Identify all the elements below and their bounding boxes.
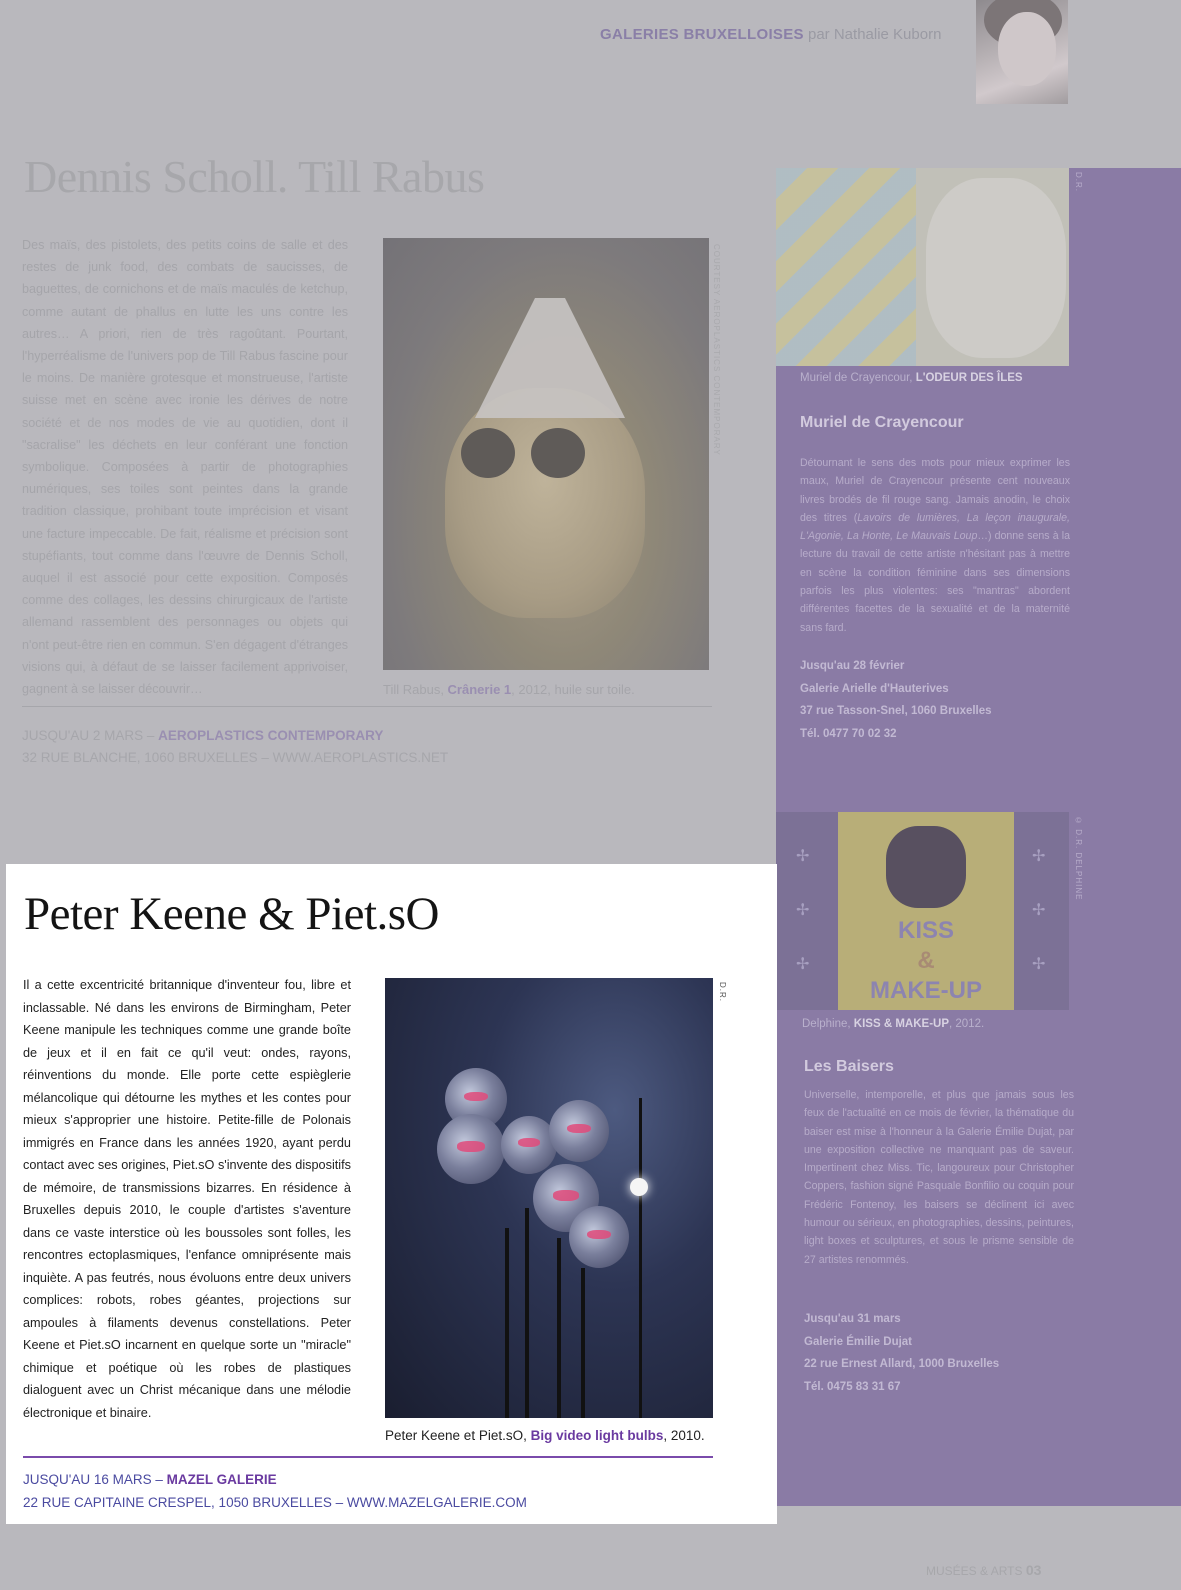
item1-venue: Galerie Arielle d'Hauterives (800, 682, 949, 695)
highlighted-article (6, 864, 777, 1524)
lamp-stem (557, 1238, 561, 1418)
caption-artist: Delphine, (802, 1018, 854, 1030)
sidebar-item2-image (776, 812, 1069, 1010)
article2-photo (385, 978, 713, 1418)
sidebar-item2-title: Les Baisers (804, 1058, 894, 1075)
fleur-de-lis-icon: ✢ (1032, 956, 1046, 973)
sidebar-item2-credit: © D.R. DELPHINE (1074, 816, 1083, 901)
sidebar-item1-info (800, 655, 992, 745)
image-flower-pattern (776, 168, 916, 366)
light-point (630, 1178, 648, 1196)
bulb-projection (464, 1092, 489, 1102)
article1-address-link[interactable]: 32 RUE BLANCHE, 1060 BRUXELLES – WWW.AEROPLASTICS.NET (22, 750, 449, 765)
page-header (600, 26, 960, 43)
photo-eye-right (531, 428, 585, 478)
article2-divider (23, 1456, 713, 1458)
item2-address: 22 rue Ernest Allard, 1000 Bruxelles (804, 1358, 1000, 1370)
item1-dates: Jusqu'au 28 février (800, 660, 905, 672)
sidebar-item1-body (800, 454, 1070, 637)
article1-caption (383, 682, 635, 697)
body-text-start: Détournant le sens des mots pour mieux exprimer les maux, Muriel de Crayencour présente cent nouveaux livres brodés de fil rouge sang. Jamais anodin, le choix des titres ( (800, 457, 1070, 524)
caption-artist: Till Rabus, (383, 682, 448, 697)
author-portrait (976, 0, 1068, 104)
page-footer (926, 1562, 1041, 1578)
bulb-projection (457, 1141, 484, 1152)
sidebar-item1-credit: D.R. (1074, 172, 1083, 192)
photo-skull (445, 388, 645, 618)
body-work-titles: Lavoirs de lumières, La leçon inaugurale, L'Agonie, La Honte, Le Mauvais Loup (800, 511, 1071, 543)
caption-artist: Peter Keene et Piet.sO, (385, 1428, 531, 1443)
item2-dates: Jusqu'au 31 mars (804, 1313, 901, 1325)
article1-photo-credit: COURTESY AEROPLASTICS CONTEMPORARY (712, 244, 721, 456)
article1-divider (22, 706, 712, 707)
article2-dates: JUSQU'AU 16 MARS – (23, 1472, 167, 1487)
footer-section-label: MUSÉES & ARTS (926, 1564, 1023, 1578)
fleur-de-lis-icon: ✢ (1032, 902, 1046, 919)
image-text-amp: & (917, 947, 935, 974)
body-text-end: …) donne sens à la lecture du travail de cette artiste n'hésitant pas à mettre en scène la condition féminine dans ses dimensions parfois les plus violentes: ses "mantras" abordent différentes facettes de la sexualité et de la maternité sans fard. (800, 530, 1070, 634)
sidebar-item1-image (776, 168, 1069, 366)
photo-eye-left (461, 428, 515, 478)
portrait-face (998, 12, 1056, 86)
fleur-de-lis-icon: ✢ (796, 902, 810, 919)
article1-venue: AEROPLASTICS CONTEMPORARY (158, 728, 384, 743)
article2-address-link[interactable]: 22 RUE CAPITAINE CRESPEL, 1050 BRUXELLES – WWW.MAZELGALERIE.COM (23, 1495, 527, 1510)
item1-address: 37 rue Tasson-Snel, 1060 Bruxelles (800, 705, 992, 717)
article2-body: Il a cette excentricité britannique d'inventeur fou, libre et inclassable. Né dans les environs de Birmingham, Peter Keene manipule les techniques comme une grande boîte de jeux et il en fait ce qu'il veut: ondes, rayons, réinventions du monde. Elle porte cette espièglerie mélancolique qui détourne les mythes et les contes pour mieux s'approprier une histoire. Petite-fille de Polonais immigrés en France dans les années 1920, ayant perdu contact avec ses origines, Piet.sO s'invente des dispositifs de mémoire, de transmissions bizarres. En résidence à Bruxelles depuis 2010, le couple d'artistes s'aventure dans ce vaste interstice où les boussoles sont folles, les rencontres ectoplasmiques, l'enfance omniprésente mais inquiète. A pas feutrés, nous évoluons entre deux univers complices: robots, robes géantes, projections sur ampoules à filaments devenus constellations. Peter Keene et Piet.sO incarnent en quelque sorte un "miracle" chimique et poétique où les robes de plastiques dialoguent avec un Christ mécanique dans une mélodie électronique et binaire. (23, 978, 351, 1420)
caption-details: , 2012. (949, 1018, 985, 1030)
sidebar-item1-caption (800, 372, 1023, 384)
image-text-makeup: MAKE-UP (870, 977, 982, 1004)
caption-artist: Muriel de Crayencour, (800, 372, 916, 384)
bulb-projection (518, 1138, 540, 1147)
image-lion-emblem (886, 826, 966, 908)
sidebar-item2-body: Universelle, intemporelle, et plus que jamais sous les feux de l'actualité en ce mois de février, la thématique du baiser est mise à l'honneur à la Galerie Émilie Dujat, par une exposition collective ne manquant pas de saveur. Impertinent chez Miss. Tic, langoureux pour Christopher Coppers, fashion signé Pasquale Bonfilio ou coquin pour Frédéric Fontenoy, les baisers se déclinent ici avec humour ou sérieux, en photographies, dessins, peintures, light boxes et sculptures, et sous le prisme sensible de 27 artistes renommés. (804, 1089, 1074, 1266)
caption-work-title: L'ODEUR DES ÎLES (915, 372, 1023, 384)
article1-body: Des maïs, des pistolets, des petits coins de salle et des restes de junk food, des combats de saucisses, de baguettes, de cornichons et de maïs maculés de ketchup, comme autant de phallus en lutte les uns contre les autres… A priori, rien de très ragoûtant. Pourtant, l'hyperréalisme de l'univers pop de Till Rabus fascine pour le moins. De manière grotesque et monstrueuse, l'artiste suisse met en scène avec ironie les dérives de notre société et de nos modes de vie au quotidien, dont il "sacralise" les déchets en leur conférant une fonction symbolique. Composées à partir de photographies numériques, ses toiles sont peintes dans la grande tradition classique, prohibant toute imprécision et visant une facture impeccable. De fait, réalisme et précision sont stupéfiants, tout comme dans l'œuvre de Dennis Scholl, auquel il est associé pour cette exposition. Composés comme des collages, les dessins chirurgicaux de l'artiste allemand rassemblent des personnages ou objets qui n'ont peut-être rien en commun. S'en dégagent d'étranges visions qui, à défaut de se laisser facilement apprivoiser, gagnent à se laisser découvrir… (22, 238, 348, 697)
light-bulb (437, 1114, 505, 1184)
fleur-de-lis-icon: ✢ (796, 956, 810, 973)
article1-title: Dennis Scholl. Till Rabus (24, 151, 485, 202)
caption-work-title: Crânerie 1 (447, 682, 512, 697)
sidebar-item2-caption (802, 1018, 984, 1030)
fleur-de-lis-icon: ✢ (796, 848, 810, 865)
light-bulb (569, 1206, 629, 1268)
caption-details: , 2012, huile sur toile. (511, 682, 635, 697)
page-number: 03 (1025, 1562, 1042, 1578)
lamp-stem (525, 1208, 529, 1418)
article2-photo-credit: D.R. (718, 982, 727, 1002)
image-kiss-text (838, 916, 1014, 1006)
sidebar-item2-info (804, 1308, 999, 1398)
image-text-kiss: KISS (897, 917, 954, 944)
article2-title: Peter Keene & Piet.sO (24, 888, 440, 940)
article1-dates: JUSQU'AU 2 MARS – (22, 728, 159, 743)
light-bulb (549, 1100, 609, 1162)
article2-caption (385, 1428, 705, 1443)
lamp-stem (581, 1268, 585, 1418)
article2-info (23, 1468, 527, 1514)
bulb-projection (553, 1190, 579, 1201)
caption-work-title: KISS & MAKE-UP (853, 1018, 949, 1030)
bulb-projection (567, 1124, 591, 1134)
article1-photo (383, 238, 709, 670)
item2-venue: Galerie Émilie Dujat (804, 1335, 913, 1348)
image-drawing (926, 178, 1066, 358)
item1-phone[interactable]: Tél. 0477 70 02 32 (800, 727, 897, 740)
fleur-de-lis-icon: ✢ (1032, 848, 1046, 865)
article2-venue: MAZEL GALERIE (166, 1472, 277, 1487)
section-rubric: GALERIES BRUXELLOISES (600, 26, 804, 43)
bulb-projection (587, 1230, 611, 1240)
author-byline: par Nathalie Kuborn (808, 26, 942, 43)
item2-phone[interactable]: Tél. 0475 83 31 67 (804, 1380, 901, 1393)
lamp-stem (505, 1228, 509, 1418)
article1-info (22, 725, 448, 769)
lamp-stem (639, 1098, 642, 1418)
caption-work-title: Big video light bulbs (530, 1428, 664, 1443)
sidebar-item1-title: Muriel de Crayencour (800, 414, 964, 431)
caption-details: , 2010. (663, 1428, 705, 1443)
